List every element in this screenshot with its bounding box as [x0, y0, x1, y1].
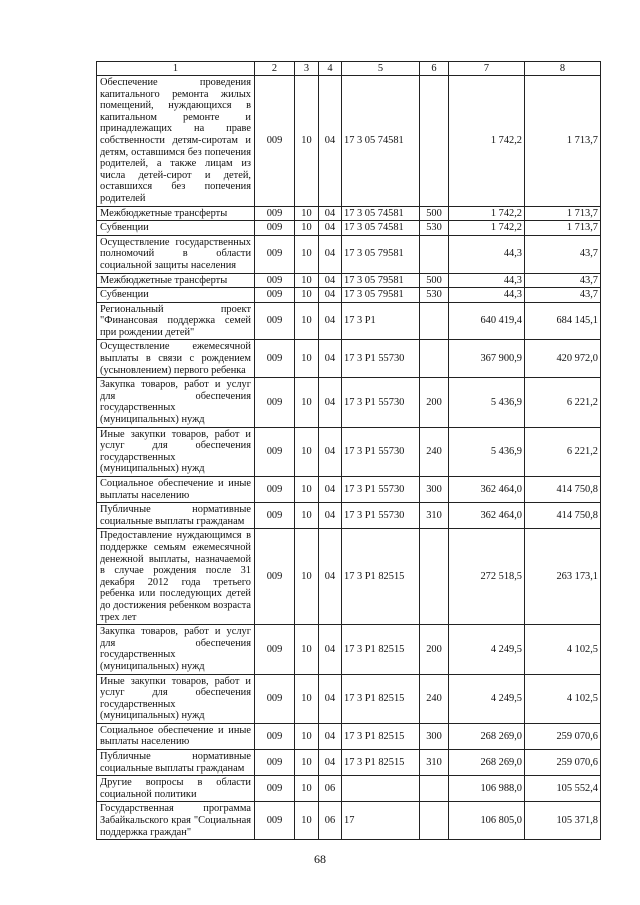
amount-year-2: 414 750,8 — [525, 477, 601, 503]
section-code: 10 — [295, 674, 319, 723]
section-code: 10 — [295, 503, 319, 529]
amount-year-2: 1 713,7 — [525, 221, 601, 236]
expense-type: 240 — [420, 674, 449, 723]
table-row — [97, 427, 601, 476]
subsection-code: 04 — [319, 477, 342, 503]
amount-year-1: 44,3 — [449, 288, 525, 303]
row-name: Субвенции — [97, 288, 255, 303]
target-article — [342, 776, 420, 802]
row-name: Осуществление ежемесячной выплаты в связи с рождением (усыновлением) первого ребенка — [97, 340, 255, 378]
amount-year-1: 362 464,0 — [449, 503, 525, 529]
gov-code: 009 — [255, 723, 295, 749]
amount-year-2: 1 713,7 — [525, 76, 601, 207]
header-cell: 2 — [255, 62, 295, 76]
expense-type: 310 — [420, 750, 449, 776]
gov-code: 009 — [255, 477, 295, 503]
gov-code: 009 — [255, 529, 295, 625]
expense-type: 500 — [420, 206, 449, 221]
gov-code: 009 — [255, 302, 295, 340]
target-article: 17 3 P1 55730 — [342, 378, 420, 427]
table-row — [97, 503, 601, 529]
amount-year-1: 106 805,0 — [449, 802, 525, 840]
table-row — [97, 802, 601, 840]
table-row — [97, 378, 601, 427]
row-name: Иные закупки товаров, работ и услуг для обеспечения государственных (муниципальных) нужд — [97, 674, 255, 723]
header-row — [97, 62, 601, 76]
expense-type — [420, 76, 449, 207]
amount-year-1: 5 436,9 — [449, 427, 525, 476]
target-article: 17 3 P1 — [342, 302, 420, 340]
row-name: Субвенции — [97, 221, 255, 236]
target-article: 17 3 05 74581 — [342, 76, 420, 207]
gov-code: 009 — [255, 206, 295, 221]
amount-year-1: 367 900,9 — [449, 340, 525, 378]
amount-year-1: 272 518,5 — [449, 529, 525, 625]
amount-year-2: 259 070,6 — [525, 750, 601, 776]
amount-year-2: 43,7 — [525, 273, 601, 288]
subsection-code: 06 — [319, 776, 342, 802]
subsection-code: 04 — [319, 235, 342, 273]
row-name: Закупка товаров, работ и услуг для обеспечения государственных (муниципальных) нужд — [97, 378, 255, 427]
amount-year-2: 105 552,4 — [525, 776, 601, 802]
amount-year-1: 362 464,0 — [449, 477, 525, 503]
gov-code: 009 — [255, 235, 295, 273]
row-name: Публичные нормативные социальные выплаты гражданам — [97, 750, 255, 776]
section-code: 10 — [295, 76, 319, 207]
amount-year-1: 1 742,2 — [449, 221, 525, 236]
table-row — [97, 674, 601, 723]
header-cell: 8 — [525, 62, 601, 76]
table-row — [97, 776, 601, 802]
row-name: Региональный проект "Финансовая поддержка семей при рождении детей" — [97, 302, 255, 340]
subsection-code: 04 — [319, 625, 342, 674]
section-code: 10 — [295, 802, 319, 840]
table-row — [97, 76, 601, 207]
subsection-code: 04 — [319, 378, 342, 427]
amount-year-2: 259 070,6 — [525, 723, 601, 749]
expense-type: 200 — [420, 625, 449, 674]
target-article: 17 3 P1 82515 — [342, 723, 420, 749]
amount-year-1: 5 436,9 — [449, 378, 525, 427]
table-row — [97, 206, 601, 221]
subsection-code: 04 — [319, 76, 342, 207]
header-cell: 5 — [342, 62, 420, 76]
section-code: 10 — [295, 206, 319, 221]
section-code: 10 — [295, 529, 319, 625]
header-cell: 6 — [420, 62, 449, 76]
row-name: Обеспечение проведения капитального ремонта жилых помещений, нуждающихся в капитальном ремонте и принадлежащих на праве собственности детям-сиротам и детям, оставшимся без попечения родителей, а также лицам из числа детей-сирот и детей, оставшихся без попечения родителей — [97, 76, 255, 207]
expense-type — [420, 302, 449, 340]
amount-year-2: 414 750,8 — [525, 503, 601, 529]
subsection-code: 04 — [319, 288, 342, 303]
gov-code: 009 — [255, 503, 295, 529]
target-article: 17 3 P1 82515 — [342, 529, 420, 625]
subsection-code: 04 — [319, 750, 342, 776]
table-row — [97, 625, 601, 674]
amount-year-1: 640 419,4 — [449, 302, 525, 340]
target-article: 17 3 05 74581 — [342, 206, 420, 221]
target-article: 17 3 05 79581 — [342, 288, 420, 303]
amount-year-1: 44,3 — [449, 235, 525, 273]
row-name: Предоставление нуждающимся в поддержке семьям ежемесячной денежной выплаты, назначаемой в случае рождения после 31 декабря 2012 года третьего ребенка или последующих детей до достижения ребенком возраста трех лет — [97, 529, 255, 625]
subsection-code: 04 — [319, 340, 342, 378]
subsection-code: 04 — [319, 206, 342, 221]
section-code: 10 — [295, 302, 319, 340]
target-article: 17 3 P1 82515 — [342, 674, 420, 723]
expense-type: 240 — [420, 427, 449, 476]
row-name: Закупка товаров, работ и услуг для обеспечения государственных (муниципальных) нужд — [97, 625, 255, 674]
header-cell: 7 — [449, 62, 525, 76]
gov-code: 009 — [255, 273, 295, 288]
target-article: 17 3 P1 55730 — [342, 427, 420, 476]
subsection-code: 04 — [319, 302, 342, 340]
subsection-code: 06 — [319, 802, 342, 840]
gov-code: 009 — [255, 674, 295, 723]
target-article: 17 3 05 74581 — [342, 221, 420, 236]
expense-type: 310 — [420, 503, 449, 529]
amount-year-1: 4 249,5 — [449, 625, 525, 674]
amount-year-2: 4 102,5 — [525, 625, 601, 674]
target-article: 17 3 P1 55730 — [342, 477, 420, 503]
amount-year-1: 268 269,0 — [449, 723, 525, 749]
table-row — [97, 221, 601, 236]
amount-year-1: 44,3 — [449, 273, 525, 288]
section-code: 10 — [295, 235, 319, 273]
expense-type — [420, 529, 449, 625]
table-row — [97, 340, 601, 378]
expense-type: 300 — [420, 477, 449, 503]
row-name: Государственная программа Забайкальского края "Социальная поддержка граждан" — [97, 802, 255, 840]
amount-year-2: 43,7 — [525, 288, 601, 303]
header-cell: 1 — [97, 62, 255, 76]
subsection-code: 04 — [319, 427, 342, 476]
amount-year-1: 268 269,0 — [449, 750, 525, 776]
expense-type — [420, 235, 449, 273]
amount-year-2: 263 173,1 — [525, 529, 601, 625]
gov-code: 009 — [255, 221, 295, 236]
amount-year-2: 6 221,2 — [525, 427, 601, 476]
section-code: 10 — [295, 378, 319, 427]
amount-year-2: 105 371,8 — [525, 802, 601, 840]
section-code: 10 — [295, 625, 319, 674]
subsection-code: 04 — [319, 273, 342, 288]
target-article: 17 3 05 79581 — [342, 235, 420, 273]
expense-type: 530 — [420, 288, 449, 303]
target-article: 17 3 P1 55730 — [342, 503, 420, 529]
gov-code: 009 — [255, 288, 295, 303]
section-code: 10 — [295, 340, 319, 378]
gov-code: 009 — [255, 76, 295, 207]
table-row — [97, 529, 601, 625]
amount-year-1: 4 249,5 — [449, 674, 525, 723]
section-code: 10 — [295, 477, 319, 503]
table-row — [97, 750, 601, 776]
section-code: 10 — [295, 723, 319, 749]
gov-code: 009 — [255, 776, 295, 802]
row-name: Другие вопросы в области социальной политики — [97, 776, 255, 802]
section-code: 10 — [295, 288, 319, 303]
row-name: Межбюджетные трансферты — [97, 206, 255, 221]
gov-code: 009 — [255, 427, 295, 476]
target-article: 17 3 P1 82515 — [342, 625, 420, 674]
table-row — [97, 273, 601, 288]
gov-code: 009 — [255, 340, 295, 378]
gov-code: 009 — [255, 625, 295, 674]
expense-type: 300 — [420, 723, 449, 749]
amount-year-1: 1 742,2 — [449, 76, 525, 207]
expense-type: 530 — [420, 221, 449, 236]
gov-code: 009 — [255, 750, 295, 776]
subsection-code: 04 — [319, 723, 342, 749]
table-row — [97, 235, 601, 273]
amount-year-2: 420 972,0 — [525, 340, 601, 378]
section-code: 10 — [295, 273, 319, 288]
gov-code: 009 — [255, 802, 295, 840]
table-row — [97, 288, 601, 303]
header-cell: 3 — [295, 62, 319, 76]
amount-year-2: 684 145,1 — [525, 302, 601, 340]
row-name: Межбюджетные трансферты — [97, 273, 255, 288]
subsection-code: 04 — [319, 529, 342, 625]
amount-year-2: 43,7 — [525, 235, 601, 273]
expense-type: 200 — [420, 378, 449, 427]
expense-type — [420, 776, 449, 802]
row-name: Публичные нормативные социальные выплаты гражданам — [97, 503, 255, 529]
section-code: 10 — [295, 427, 319, 476]
table-row — [97, 723, 601, 749]
section-code: 10 — [295, 750, 319, 776]
amount-year-1: 106 988,0 — [449, 776, 525, 802]
row-name: Социальное обеспечение и иные выплаты населению — [97, 723, 255, 749]
subsection-code: 04 — [319, 674, 342, 723]
target-article: 17 3 05 79581 — [342, 273, 420, 288]
expense-type — [420, 802, 449, 840]
header-cell: 4 — [319, 62, 342, 76]
target-article: 17 — [342, 802, 420, 840]
gov-code: 009 — [255, 378, 295, 427]
row-name: Иные закупки товаров, работ и услуг для обеспечения государственных (муниципальных) нужд — [97, 427, 255, 476]
amount-year-2: 4 102,5 — [525, 674, 601, 723]
amount-year-2: 6 221,2 — [525, 378, 601, 427]
amount-year-1: 1 742,2 — [449, 206, 525, 221]
expense-type: 500 — [420, 273, 449, 288]
table-row — [97, 302, 601, 340]
row-name: Социальное обеспечение и иные выплаты населению — [97, 477, 255, 503]
page-number: 68 — [314, 852, 326, 866]
budget-table — [96, 61, 601, 840]
expense-type — [420, 340, 449, 378]
table-row — [97, 477, 601, 503]
section-code: 10 — [295, 221, 319, 236]
subsection-code: 04 — [319, 221, 342, 236]
amount-year-2: 1 713,7 — [525, 206, 601, 221]
target-article: 17 3 P1 82515 — [342, 750, 420, 776]
row-name: Осуществление государственных полномочий в области социальной защиты населения — [97, 235, 255, 273]
section-code: 10 — [295, 776, 319, 802]
subsection-code: 04 — [319, 503, 342, 529]
target-article: 17 3 P1 55730 — [342, 340, 420, 378]
